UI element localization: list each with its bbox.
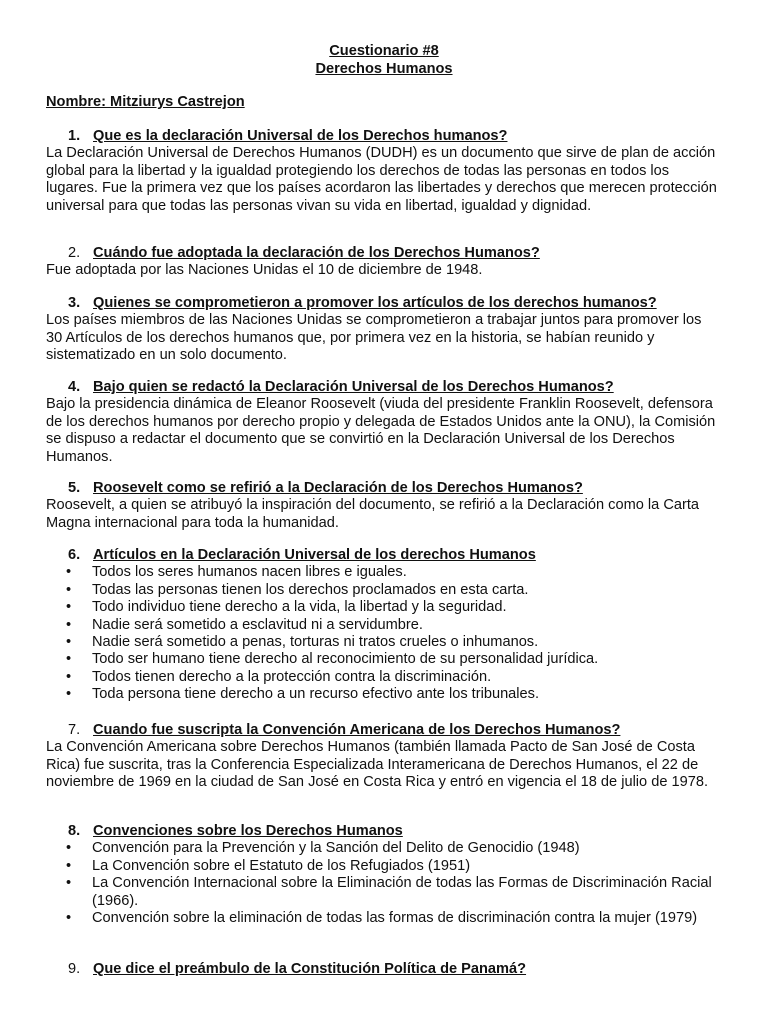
question-5 (46, 480, 726, 532)
list-item (46, 634, 712, 651)
answer-text: Bajo la presidencia dinámica de Eleanor Roosevelt (viuda del presidente Franklin Roosevelt, defensora de los derechos humanos por derecho propio y delegada de Estados Unidos ante la ONU), la Comisión se dispuso a redactar el documento que se convirtió en la Declaración Universal de los Derechos Humanos. (46, 396, 716, 465)
list-item-text: Todo ser humano tiene derecho al reconocimiento de su personalidad jurídica. (92, 651, 599, 668)
list-item (46, 582, 712, 599)
list-item (46, 599, 712, 616)
list-item (46, 617, 712, 634)
question-text: Que es la declaración Universal de los Derechos humanos? (93, 128, 508, 144)
list-item-text: Todo individuo tiene derecho a la vida, la libertad y la seguridad. (92, 599, 507, 616)
bullet-icon: • (66, 651, 72, 668)
bullet-icon: • (66, 634, 72, 651)
question-number: 6. (68, 547, 81, 563)
bullet-icon: • (66, 910, 72, 927)
question-4 (46, 379, 726, 466)
question-text: Artículos en la Declaración Universal de los derechos Humanos (93, 547, 536, 563)
list-item (46, 669, 712, 686)
question-text: Bajo quien se redactó la Declaración Universal de los Derechos Humanos? (93, 379, 614, 395)
list-item-text: La Convención Internacional sobre la Eliminación de todas las Formas de Discriminación Racial (1966). (92, 875, 712, 909)
list-item-text: Todas las personas tienen los derechos proclamados en esta carta. (92, 581, 529, 598)
question-2 (46, 245, 726, 280)
list-item (46, 840, 712, 857)
bullet-icon: • (66, 599, 72, 616)
question-1 (46, 128, 726, 215)
bullet-icon: • (66, 686, 72, 703)
bullet-icon: • (66, 857, 72, 874)
question-number: 8. (68, 823, 81, 839)
question-number: 3. (68, 295, 81, 311)
question-6 (46, 547, 726, 704)
list-item-text: Nadie será sometido a esclavitud ni a servidumbre. (92, 616, 423, 633)
list-item-text: Nadie será sometido a penas, torturas ni tratos crueles o inhumanos. (92, 634, 539, 651)
question-number: 7. (68, 722, 81, 738)
list-item (46, 875, 712, 910)
bullet-icon: • (66, 875, 72, 892)
bullet-icon: • (66, 581, 72, 598)
bullet-icon: • (66, 564, 72, 581)
question-number: 1. (68, 128, 81, 144)
question-3 (46, 295, 726, 365)
question-number: 5. (68, 480, 81, 496)
list-item-text: Convención para la Prevención y la Sanción del Delito de Genocidio (1948) (92, 840, 580, 857)
bullet-icon: • (66, 840, 72, 857)
articles-list (46, 564, 726, 703)
list-item-text: Todos los seres humanos nacen libres e iguales. (92, 564, 407, 581)
question-text: Cuándo fue adoptada la declaración de los Derechos Humanos? (93, 245, 540, 261)
conventions-list (46, 840, 726, 927)
list-item-text: La Convención sobre el Estatuto de los Refugiados (1951) (92, 857, 471, 874)
answer-text: La Convención Americana sobre Derechos Humanos (también llamada Pacto de San José de Costa Rica) fue suscrita, tras la Conferencia Especializada Interamericana de Derechos Humanos, el 22 de noviembre de 1969 en la ciudad de San José en Costa Rica y entró en vigencia el 18 de julio de 1978. (46, 739, 709, 791)
answer-text: Roosevelt, a quien se atribuyó la inspiración del documento, se refirió a la Declaración como la Carta Magna internacional para toda la humanidad. (46, 497, 700, 531)
question-number: 2. (68, 245, 81, 261)
question-text: Quienes se comprometieron a promover los artículos de los derechos humanos? (93, 295, 657, 311)
question-text: Que dice el preámbulo de la Constitución Política de Panamá? (93, 961, 527, 977)
list-item (46, 564, 712, 581)
question-9 (46, 961, 726, 978)
answer-text: La Declaración Universal de Derechos Humanos (DUDH) es un documento que sirve de plan de acción global para la libertad y la igualdad protegiendo los derechos de todas las personas en todos los lugares. Fue la primera vez que los países acordaron las libertades y derechos que merecen protección universal para que todas las personas vivan su vida en libertad, igualdad y dignidad. (46, 145, 717, 214)
answer-text: Los países miembros de las Naciones Unidas se comprometieron a trabajar juntos para promover los 30 Artículos de los derechos humanos que, por primera vez en la historia, se habían reunido y sistematizado en un solo documento. (46, 312, 702, 364)
list-item (46, 686, 712, 703)
question-8 (46, 823, 726, 927)
list-item-text: Todos tienen derecho a la protección contra la discriminación. (92, 668, 492, 685)
question-text: Convenciones sobre los Derechos Humanos (93, 823, 403, 839)
list-item (46, 651, 712, 668)
question-text: Roosevelt como se refirió a la Declaración de los Derechos Humanos? (93, 480, 583, 496)
question-7 (46, 722, 726, 792)
student-name: Nombre: Mitziurys Castrejon (46, 94, 245, 110)
question-text: Cuando fue suscripta la Convención Americana de los Derechos Humanos? (93, 722, 621, 738)
question-number: 4. (68, 379, 81, 395)
document-title: Cuestionario #8 (329, 43, 439, 59)
list-item (46, 910, 712, 927)
list-item-text: Toda persona tiene derecho a un recurso efectivo ante los tribunales. (92, 686, 540, 703)
document-subtitle: Derechos Humanos (315, 61, 453, 77)
list-item (46, 858, 712, 875)
bullet-icon: • (66, 616, 72, 633)
question-number: 9. (68, 961, 81, 977)
bullet-icon: • (66, 668, 72, 685)
list-item-text: Convención sobre la eliminación de todas las formas de discriminación contra la mujer (1979) (92, 910, 698, 927)
answer-text: Fue adoptada por las Naciones Unidas el 10 de diciembre de 1948. (46, 262, 483, 279)
